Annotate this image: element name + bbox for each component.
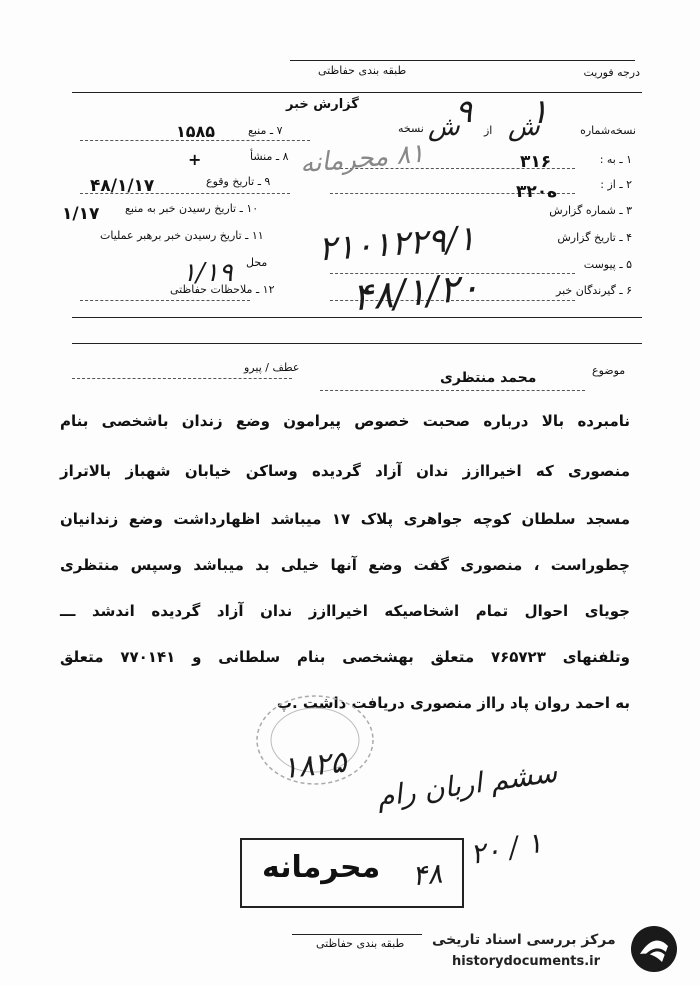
source-value: ۱۵۸۵ — [176, 122, 216, 141]
stamp-number: ۱۸۲۵ — [280, 744, 349, 787]
watermark-name: مرکز بررسی اسناد تاریخی — [432, 932, 616, 948]
from-label: ۲ ـ از : — [600, 178, 632, 191]
body-line-5: جویای احوال تمام اشخاصیکه اخیراازز ندان آزاد گردیده اندشد ـــ — [60, 602, 630, 620]
occurrence-date-value: ۴۸/۱/۱۷ — [90, 176, 155, 196]
subject-top-rule — [72, 343, 642, 344]
copy-of-label: از — [484, 124, 493, 137]
fields-bottom-rule — [72, 317, 642, 318]
copy-total-value: ۹ — [455, 92, 473, 130]
copy-number-value: ۱ — [530, 92, 549, 132]
from-value: ۳ه۲۰ — [516, 182, 558, 202]
security-notes-value: ۱/۱۹ — [182, 258, 233, 288]
body-line-7: به احمد روان پاد رااز منصوری دریافت داشت .پ — [276, 694, 630, 712]
confidential-stamp-text: محرمانه — [262, 850, 381, 885]
to-label: ۱ ـ به : — [599, 153, 632, 166]
top-classification-rule — [290, 60, 635, 61]
body-line-3: مسجد سلطان کوچه جواهری پلاک ۱۷ میباشد اظهارداشت وضع زندانیان — [60, 510, 630, 528]
faded-stamp-top: ۸۱ محرمانه — [298, 138, 426, 180]
classification-bottom: طبقه بندی حفاظتی — [316, 937, 405, 950]
archive-logo-icon — [628, 924, 680, 974]
copy-mark-2: ش — [428, 112, 460, 142]
origin-label: ۸ ـ منشأ — [250, 150, 289, 163]
body-line-2: منصوری که اخیراازز ندان آزاد گردیده وساکن خیابان شهباز بالاتراز — [60, 462, 630, 480]
security-notes-label: ۱۲ ـ ملاحظات حفاظتی — [170, 283, 275, 296]
report-number-label: ۳ ـ شماره گزارش — [549, 204, 632, 217]
subject-value: محمد منتظری — [440, 370, 537, 386]
place-label: محل — [246, 256, 268, 269]
stamp-year: ۴۸ — [410, 856, 444, 893]
source-receipt-label: ۱۰ ـ تاریخ رسیدن خبر به منبع — [125, 202, 259, 215]
recipients-label: ۶ ـ گیرندگان خبر — [556, 284, 632, 297]
copy-mark-1: ش — [508, 112, 540, 142]
report-title: گزارش خبر — [286, 97, 359, 112]
footer-rule — [292, 934, 422, 935]
ops-receipt-label: ۱۱ ـ تاریخ رسیدن خبر برهبر عملیات — [100, 229, 264, 242]
origin-value: + — [188, 150, 202, 169]
occurrence-date-label: ۹ ـ تاریخ وقوع — [206, 175, 271, 188]
subject-label: موضوع — [592, 364, 626, 377]
subject-dotted-line — [320, 390, 585, 391]
report-number-value: ۲۱۰۱۲۲۹/۱ — [316, 218, 477, 270]
urgency-label: درجه فوریت — [583, 66, 640, 79]
source-receipt-value: ۱/۱۷ — [62, 204, 100, 224]
copy-number-label: نسخه‌شماره — [580, 124, 636, 137]
stamp-date: ۲۰ / ۱ — [467, 825, 545, 872]
notes-dotted-line — [80, 300, 250, 301]
reference-label: عطف / پیرو — [244, 361, 300, 374]
reference-dotted-line — [72, 378, 292, 379]
body-line-4: چطوراست ، منصوری گفت وضع آنها خیلی بد میباشد وسپس منتظری — [60, 556, 630, 574]
header-rule — [72, 92, 642, 93]
body-line-6: وتلفنهای ۷۶۵۷۲۳ متعلق بهشخصی بنام سلطانی و ۷۷۰۱۴۱ متعلق — [60, 648, 630, 666]
to-value: ۳۱۶ — [520, 152, 552, 172]
watermark-url: historydocuments.ir — [452, 954, 601, 969]
report-date-label: ۴ ـ تاریخ گزارش — [557, 231, 632, 244]
body-line-1: نامبرده بالا درباره صحبت خصوص پیرامون وضع زندان باشخصی بنام — [60, 412, 630, 430]
classification-top: طبقه بندی حفاظتی — [318, 64, 407, 77]
handwritten-note: سشم اربان رام — [374, 755, 560, 814]
source-label: ۷ ـ منبع — [248, 124, 283, 137]
copy-label: نسخه — [398, 122, 424, 135]
attachment-label: ۵ ـ پیوست — [583, 258, 632, 271]
report-date-value: ۴۸/۱/۲۰ — [350, 264, 482, 320]
